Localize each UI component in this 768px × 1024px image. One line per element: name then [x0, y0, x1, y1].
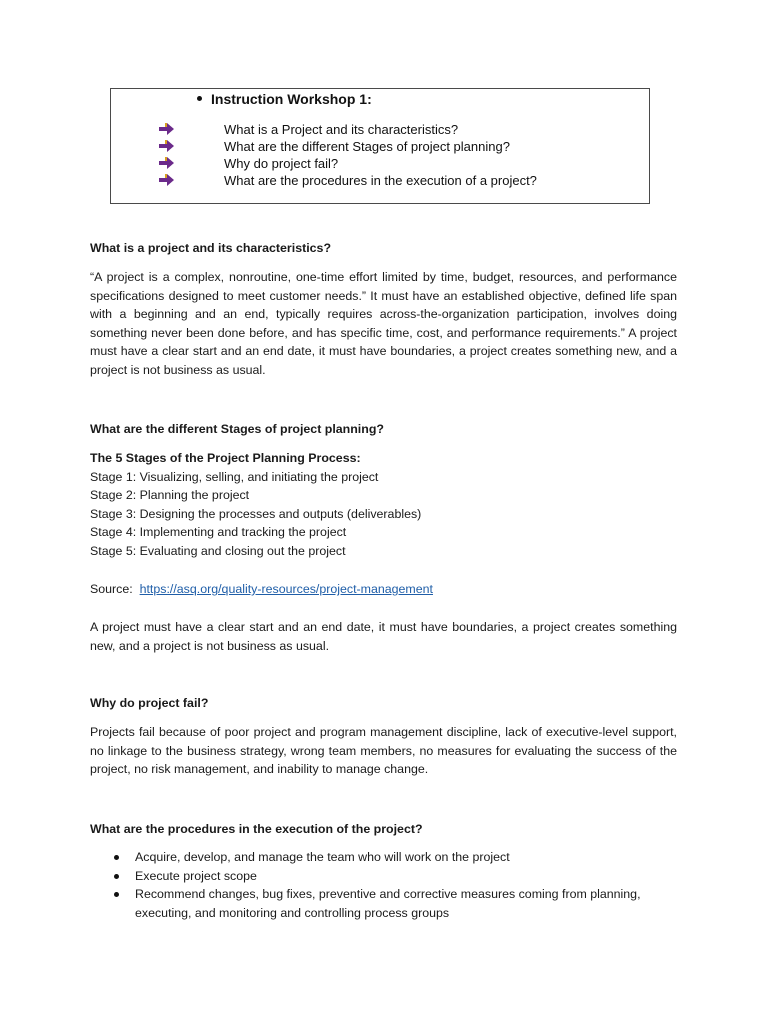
- section-paragraph: “A project is a complex, nonroutine, one-time effort limited by time, budget, resources, and performance specifications designed to meet customer needs.” It must have an established objective, defined life span with a beginning and an end, typically requires across-the-organization participation, involves doing something never been done before, and has specific time, cost, and performance requirements.” A project must have a clear start and an end date, it must have boundaries, a project creates something new, and a project is not business as usual.: [90, 270, 677, 377]
- arrow-right-icon: [159, 173, 175, 187]
- arrow-right-icon: [159, 139, 175, 153]
- stage-item: Stage 3: Designing the processes and outputs (deliverables): [90, 506, 422, 521]
- section-heading: What are the different Stages of project planning?: [90, 422, 384, 436]
- workshop-box: [110, 88, 650, 204]
- bullet-dot-icon: [114, 874, 119, 879]
- workshop-item-text: What are the different Stages of project planning?: [224, 139, 510, 154]
- stage-item: Stage 4: Implementing and tracking the project: [90, 525, 347, 540]
- workshop-item-text: Why do project fail?: [224, 156, 339, 171]
- workshop-title-text: Instruction Workshop 1:: [211, 91, 372, 107]
- list-item: [90, 867, 677, 886]
- source-line: [90, 580, 677, 599]
- list-item-text: Recommend changes, bug fixes, preventive and corrective measures coming from planning, executing, and monitoring and controlling process groups: [135, 887, 641, 920]
- section-heading: Why do project fail?: [90, 696, 209, 710]
- list-item-text: Execute project scope: [135, 868, 257, 883]
- workshop-item-text: What are the procedures in the execution of a project?: [224, 173, 537, 188]
- bullet-dot-icon: [114, 855, 119, 860]
- section-paragraph: Projects fail because of poor project and program management discipline, lack of executive-level support, no linkage to the business strategy, wrong team members, no measures for evaluating the success of the project, no risk management, and inability to manage change.: [90, 725, 677, 777]
- workshop-title: [197, 91, 372, 107]
- arrow-right-icon: [159, 156, 175, 170]
- source-label: Source:: [90, 582, 133, 596]
- section-heading: What is a project and its characteristics?: [90, 241, 332, 255]
- stages-list: [90, 449, 677, 561]
- workshop-item-text: What is a Project and its characteristics?: [224, 122, 459, 137]
- arrow-right-icon: [159, 122, 175, 136]
- stages-subheading: The 5 Stages of the Project Planning Process:: [90, 451, 361, 465]
- stage-item: Stage 2: Planning the project: [90, 488, 250, 503]
- list-item-text: Acquire, develop, and manage the team who will work on the project: [135, 850, 510, 864]
- source-link[interactable]: https://asq.org/quality-resources/project-management: [139, 582, 433, 596]
- procedures-list: [90, 848, 677, 922]
- stage-item: Stage 5: Evaluating and closing out the project: [90, 543, 346, 558]
- section-heading: What are the procedures in the execution of the project?: [90, 822, 423, 836]
- list-item: [90, 848, 677, 867]
- bullet-dot-icon: [114, 892, 119, 897]
- bullet-dot-icon: [197, 96, 202, 101]
- list-item: [90, 885, 677, 922]
- section-paragraph: A project must have a clear start and an end date, it must have boundaries, a project creates something new, and a project is not business as usual.: [90, 620, 677, 653]
- stage-item: Stage 1: Visualizing, selling, and initiating the project: [90, 469, 379, 484]
